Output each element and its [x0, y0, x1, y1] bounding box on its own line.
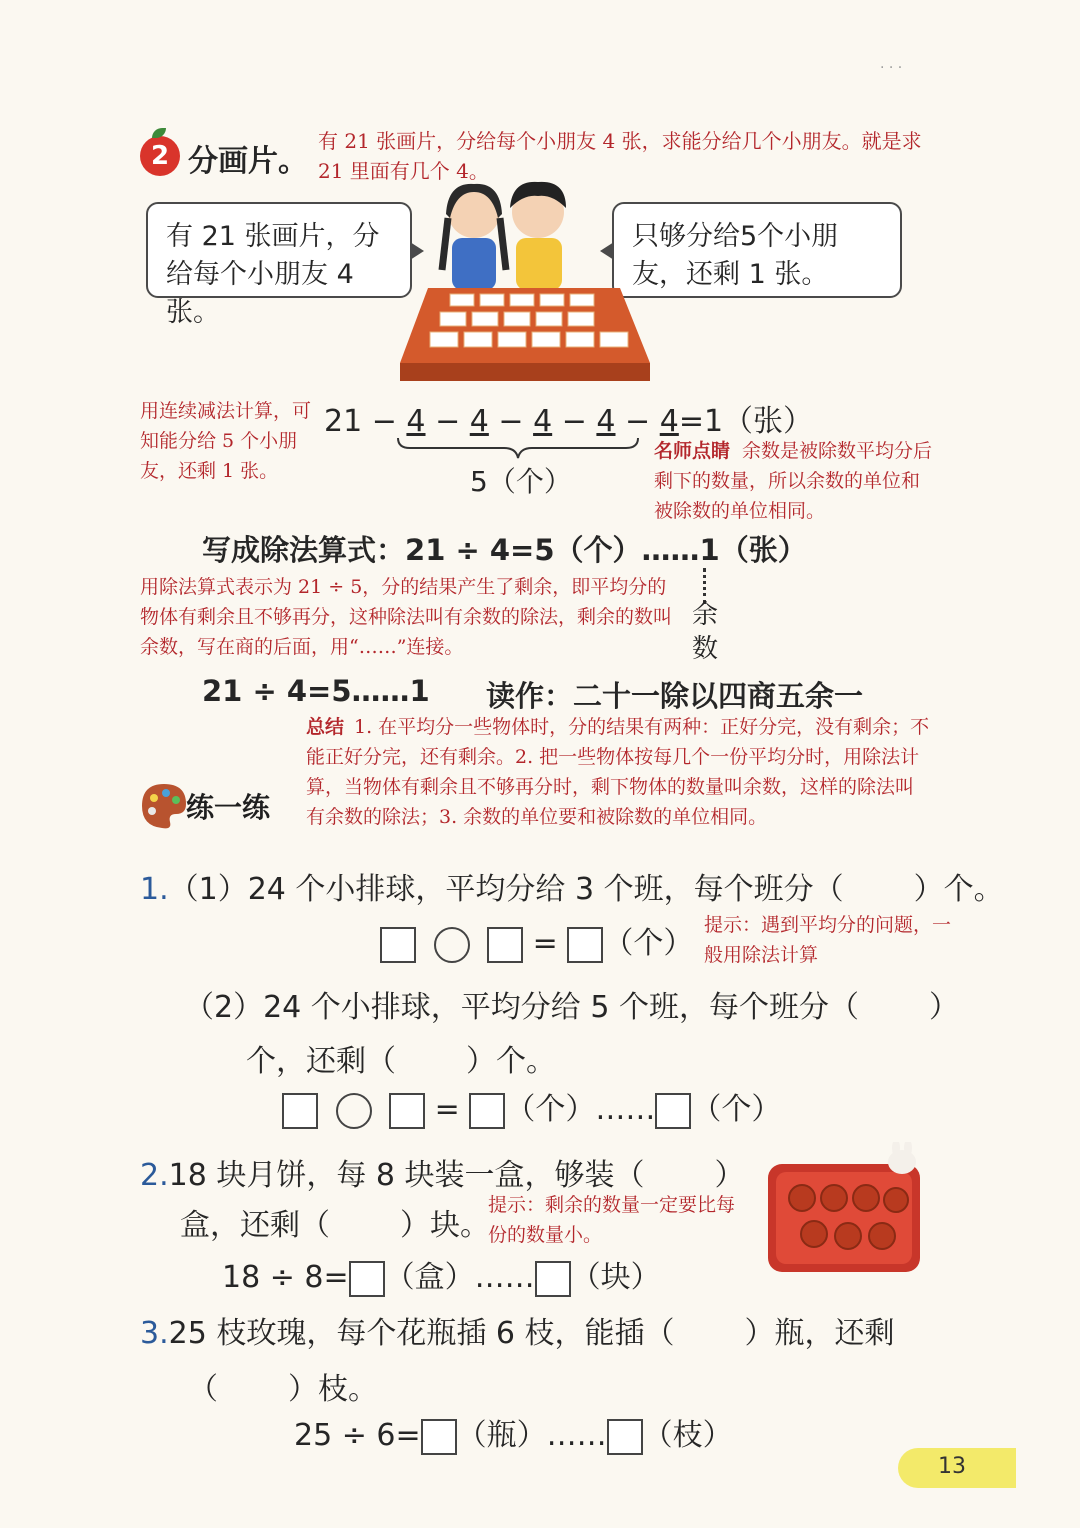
subtraction-equation [324, 396, 813, 440]
q1-part2-line2-text: 个，还剩（ [246, 1044, 396, 1079]
summary [306, 712, 930, 832]
q2-line2 [180, 1200, 490, 1244]
teacher-tip-label: 名师点睛 [654, 440, 731, 462]
answer-box[interactable] [380, 927, 416, 963]
children-cards-illustration [388, 178, 660, 388]
teacher-tip [654, 436, 936, 526]
division-read: 读作：二十一除以四商五余一 [486, 679, 864, 713]
subtraction-result: =1（张） [678, 404, 814, 439]
q3-eq-start: 25 ÷ 6= [294, 1418, 421, 1453]
q1-part2-equation: = （个）…… （个） [282, 1084, 781, 1129]
remainder-label: 余数 [692, 600, 719, 664]
q1-part1-text: （1）24 个小排球，平均分给 3 个班，每个班分（ [168, 872, 844, 907]
q2-eq-start: 18 ÷ 8= [222, 1260, 349, 1295]
q1-number: 1. [140, 872, 169, 907]
answer-box[interactable] [567, 927, 603, 963]
answer-box[interactable] [421, 1419, 457, 1455]
curly-brace [396, 436, 640, 460]
q1-part2-text: （2）24 个小排球，平均分给 5 个班，每个班分（ [184, 990, 859, 1025]
subtraction-term: 4 [596, 404, 616, 439]
q2-unit1: （盒）…… [384, 1260, 535, 1295]
minus-sign: − [435, 404, 461, 439]
minus-sign: − [498, 404, 524, 439]
q1-part2-line1 [184, 982, 959, 1026]
answer-box[interactable] [655, 1093, 691, 1129]
minus-sign: − [371, 404, 397, 439]
answer-box[interactable] [535, 1261, 571, 1297]
q1-part2-line2-end: ）个。 [466, 1044, 556, 1079]
answer-box[interactable] [389, 1093, 425, 1129]
q3-unit1: （瓶）…… [456, 1418, 607, 1453]
q2-line2-text: 盒，还剩（ [180, 1208, 330, 1243]
q2-line1 [140, 1150, 745, 1194]
q1-part1-equation: = （个） [380, 918, 693, 963]
q3-line1 [140, 1308, 895, 1352]
example-number: 2 [150, 141, 170, 171]
summary-label: 总结 [306, 716, 345, 738]
q2-equation [222, 1252, 661, 1297]
q3-unit2: （枝） [642, 1418, 733, 1453]
brace-label: 5（个） [470, 465, 572, 498]
division-equation [202, 528, 807, 569]
minus-sign: − [561, 404, 587, 439]
bubble-right-text: 只够分给5个小朋友，还剩 1 张。 [632, 221, 839, 290]
q1-part2-end: ） [928, 990, 959, 1025]
q3-number: 3. [140, 1316, 169, 1351]
bubble-left-text: 有 21 张画片，分给每个小朋友 4 张。 [166, 221, 380, 328]
subtraction-term: 4 [469, 404, 489, 439]
subtraction-term: 4 [406, 404, 426, 439]
q3-line2-end: ）枝。 [288, 1372, 378, 1407]
q2-hint: 提示：剩余的数量一定要比每份的数量小。 [488, 1194, 736, 1246]
minus-sign: − [625, 404, 651, 439]
bubble-left [146, 202, 412, 328]
answer-box[interactable] [487, 927, 523, 963]
q2-unit2: （块） [570, 1260, 661, 1295]
division-main: 21 ÷ 4=5（个）…… [405, 533, 700, 567]
division-note: 用除法算式表示为 21 ÷ 5，分的结果产生了剩余，即平均分的物体有剩余且不够再分，这种除法叫有余数的除法，剩余的数叫余数，写在商的后面，用“……”连接。 [140, 576, 673, 658]
mooncake-box-illustration [762, 1142, 926, 1278]
q1-part1 [140, 864, 1004, 908]
answer-box[interactable] [607, 1419, 643, 1455]
q3-line2-text: （ [188, 1372, 218, 1407]
division-remainder: 1（张） [699, 533, 807, 567]
subtraction-note: 用连续减法计算，可知能分给 5 个小朋友，还剩 1 张。 [140, 400, 312, 482]
practice-title: 练一练 [186, 791, 271, 824]
division-short: 21 ÷ 4=5……1 [202, 674, 430, 708]
q1-hint: 提示：遇到平均分的问题，一般用除法计算 [704, 914, 952, 966]
q2-line2-end: ）块。 [400, 1208, 490, 1243]
q1-part1-end: ）个。 [913, 872, 1004, 907]
q2-number: 2. [140, 1158, 169, 1193]
q1-part1-unit: （个） [603, 926, 694, 961]
q3-line1-end: ）瓶，还剩 [744, 1316, 895, 1351]
q3-line1-text: 25 枝玫瑰，每个花瓶插 6 枝，能插（ [168, 1316, 675, 1351]
q1-part2-unit1: （个）…… [505, 1092, 656, 1127]
answer-box[interactable] [282, 1093, 318, 1129]
subtraction-term: 4 [659, 404, 679, 439]
subtraction-start: 21 [324, 404, 363, 439]
page-number: 13 [938, 1454, 966, 1479]
header-mark: · · · [880, 60, 903, 76]
q1-part2-line2 [246, 1036, 556, 1080]
subtraction-term: 4 [533, 404, 553, 439]
summary-text: 1. 在平均分一些物体时，分的结果有两种：正好分完，没有剩余；不能正好分完，还有剩余。2. 把一些物体按每几个一份平均分时，用除法计算，当物体有剩余且不够再分时，剩下物体的数量叫余数，这样的除法叫有余数的除法；3. 余数的单位要和被除数的单位相同。 [306, 716, 930, 828]
teacher-tip-text: 余数是被除数平均分后剩下的数量，所以余数的单位和被除数的单位相同。 [654, 440, 933, 522]
example-badge [140, 136, 180, 176]
q3-equation [294, 1410, 733, 1455]
q1-part2-unit2: （个） [691, 1092, 782, 1127]
palette-icon [138, 780, 190, 832]
q3-line2 [188, 1364, 378, 1408]
q2-line1-end: ） [714, 1158, 745, 1193]
operator-circle[interactable] [434, 927, 470, 963]
example-title: 分画片。 [188, 144, 308, 179]
answer-box[interactable] [469, 1093, 505, 1129]
answer-box[interactable] [349, 1261, 385, 1297]
division-prefix: 写成除法算式： [202, 533, 406, 567]
example-note: 有 21 张画片，分给每个小朋友 4 张，求能分给几个小朋友。就是求 21 里面有几个 4。 [318, 129, 922, 183]
q2-line1-text: 18 块月饼，每 8 块装一盒，够装（ [168, 1158, 645, 1193]
operator-circle[interactable] [336, 1093, 372, 1129]
